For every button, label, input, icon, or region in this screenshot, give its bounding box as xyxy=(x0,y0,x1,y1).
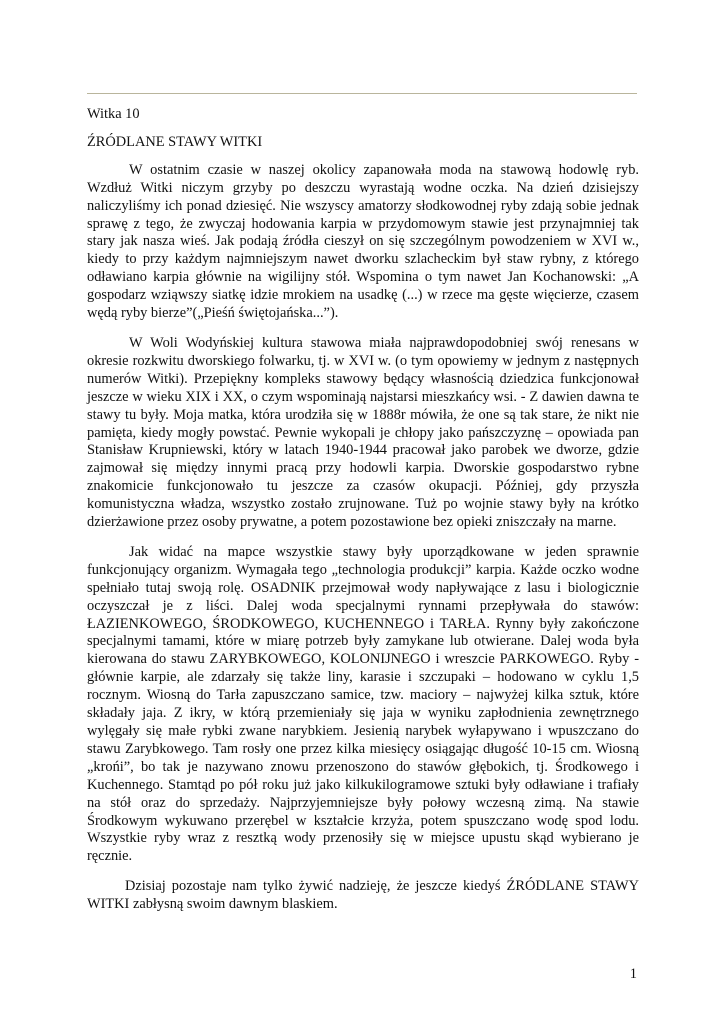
paragraph-history: W Woli Wodyńskiej kultura stawowa miała najprawdopodobniej swój renesans w okresie rozkwitu dworskiego folwarku, tj. w XVI w. (o tym opowiemy w jednym z następnych numerów Witki). Przepiękny kompleks stawowy będący własnością dziedzica funkcjonował jeszcze w wieku XIX i XX, o czym wspominają najstarsi mieszkańcy wsi. - Z dawien dawna te stawy tu były. Moja matka, która urodziła się w 1888r mówiła, że one są tak stare, że nikt nie pamięta, kiedy mogły powstać. Pewnie wykopali je chłopy jako pańszczyznę – opowiada pan Stanisław Krupniewski, który w latach 1940-1944 pracował jako parobek we dworze, gdzie zajmował się między innymi pracą przy hodowli karpia. Dworskie gospodarstwo rybne znakomicie funkcjonowało tu jeszcze za czasów okupacji. Później, gdy przyszła komunistyczna władza, wszystko zostało zrujnowane. Tuż po wojnie stawy były na krótko dzierżawione przez osoby prywatne, a potem pozostawione bez opieki zniszczały na marne. xyxy=(87,334,639,531)
paragraph-ponds: Jak widać na mapce wszystkie stawy były uporządkowane w jeden sprawnie funkcjonujący organizm. Wymagała tego „technologia produkcji” karpia. Każde oczko wodne spełniało tutaj swoją rolę. OSADNIK przejmował wody napływające z lasu i biologicznie oczyszczał je z liści. Dalej woda specjalnymi rynnami przepływała do stawów: ŁAZIENKOWEGO, ŚRODKOWEGO, KUCHENNEGO i TARŁA. Rynny były zakończone specjalnymi tamami, które w miarę potrzeb były zamykane lub otwierane. Dalej woda była kierowana do stawu ZARYBKOWEGO, KOLONIJNEGO i wreszcie PARKOWEGO. Ryby - głównie karpie, ale zdarzały się także liny, karasie i szczupaki – hodowano w cyklu 1,5 rocznym. Wiosną do Tarła zapuszczano samice, tzw. maciory – najwyżej kilka sztuk, które składały jaja. Z ikry, w którą przemieniały się jaja w wyniku zapłodnienia zewnętrznego wylęgały się małe rybki zwane narybkiem. Jesienią narybek wyłapywano i wpuszczano do stawu Zarybkowego. Tam rosły one przez kilka miesięcy osiągając długość 10-15 cm. Wiosną „krońi”, bo tak je nazywano znowu przenoszono do stawów głębokich, tj. Środkowego i Kuchennego. Stamtąd po pół roku już jako kilkukilogramowe sztuki były odławiane i trafiały na stół oraz do sprzedaży. Najprzyjemniejsze były połowy wczesną zimą. Na stawie Środkowym wykuwano przerębel w kształcie krzyża, potem spuszczano wodę spod lodu. Wszystkie ryby wraz z resztką wody przenosiły się w miejsce upustu skąd wybierano je ręcznie. xyxy=(87,543,639,865)
article-title: ŹRÓDLANE STAWY WITKI xyxy=(87,133,263,150)
series-label: Witka 10 xyxy=(87,106,140,122)
paragraph-intro: W ostatnim czasie w naszej okolicy zapanowała moda na stawową hodowlę ryb. Wzdłuż Witki niczym grzyby po deszczu wyrastają wodne oczka. Na dzień dzisiejszy naliczyliśmy ich ponad dziesięć. Nie wszyscy amatorzy słodkowodnej ryby zdają sobie jednak sprawę z tego, że zwyczaj hodowania karpia w przydomowym stawie jest przynajmniej tak stary jak nasza wieś. Jak podają źródła cieszył on się szczególnym powodzeniem w XVI w., kiedy to przy każdym najmniejszym nawet dworku szlacheckim był staw rybny, z którego odławiano karpia głównie na wigilijny stół. Wspomina o tym nawet Jan Kochanowski: „A gospodarz wziąwszy siatkę idzie mrokiem na usadkę (...) w rzece ma gęste więcierze, czasem wędą ryby bierze”(„Pieśń świętojańska...”). xyxy=(87,161,639,322)
paragraph-closing: Dzisiaj pozostaje nam tylko żywić nadzieję, że jeszcze kiedyś ŹRÓDLANE STAWY WITKI zabłysną swoim dawnym blaskiem. xyxy=(87,878,639,913)
header-rule xyxy=(87,93,637,94)
page-number: 1 xyxy=(629,966,637,982)
article xyxy=(87,106,639,926)
